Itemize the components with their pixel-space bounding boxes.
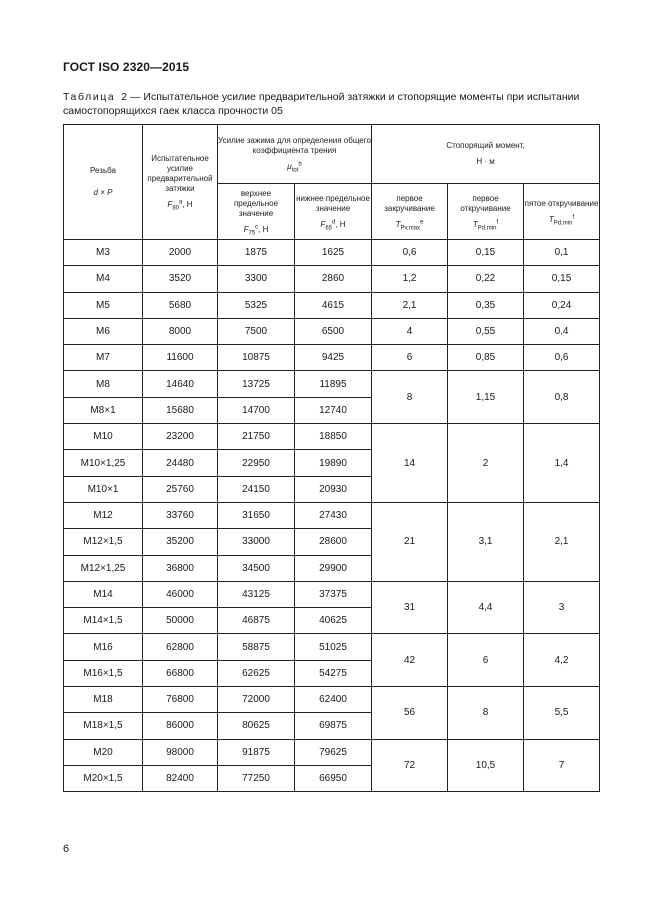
- upper-limit-cell: 21750: [218, 424, 295, 450]
- proof-load-cell: 98000: [143, 739, 218, 765]
- header-proof-load-label: Испытательное усилие предварительной затяжки: [147, 154, 213, 193]
- header-fifth-off: [524, 184, 600, 240]
- proof-load-cell: 11600: [143, 345, 218, 371]
- upper-limit-cell: 5325: [218, 292, 295, 318]
- header-fifth-off-label: пятое откручивание: [524, 198, 599, 208]
- proof-load-cell: 25760: [143, 476, 218, 502]
- upper-limit-cell: 1875: [218, 240, 295, 266]
- proof-load-cell: 35200: [143, 529, 218, 555]
- fifth-off-torque-cell: 0,15: [524, 266, 600, 292]
- proof-load-cell: 50000: [143, 608, 218, 634]
- thread-cell: М14×1,5: [64, 608, 143, 634]
- upper-limit-cell: 3300: [218, 266, 295, 292]
- lower-limit-cell: 18850: [295, 424, 372, 450]
- header-first-off-label: первое откручивание: [460, 193, 511, 213]
- header-fifth-off-symbol: T: [548, 214, 554, 224]
- header-first-off-sub: Pd,min: [477, 225, 497, 232]
- proof-load-cell: 82400: [143, 765, 218, 791]
- table-caption: [63, 90, 608, 118]
- proof-load-cell: 62800: [143, 634, 218, 660]
- thread-cell: М5: [64, 292, 143, 318]
- first-on-torque-cell: 72: [372, 739, 448, 792]
- table-row: [64, 634, 600, 660]
- proof-load-cell: 5680: [143, 292, 218, 318]
- first-off-torque-cell: 0,55: [448, 318, 524, 344]
- table-row: [64, 581, 600, 607]
- header-first-on-label: первое закручивание: [384, 193, 435, 213]
- header-proof-load-symbol: F: [167, 200, 173, 209]
- lower-limit-cell: 66950: [295, 765, 372, 791]
- first-on-torque-cell: 2,1: [372, 292, 448, 318]
- first-on-torque-cell: 21: [372, 502, 448, 581]
- upper-limit-cell: 91875: [218, 739, 295, 765]
- upper-limit-cell: 43125: [218, 581, 295, 607]
- header-upper-sup: c: [255, 223, 259, 230]
- lower-limit-cell: 6500: [295, 318, 372, 344]
- header-locking-torque-unit: Н · м: [476, 157, 495, 166]
- lower-limit-cell: 12740: [295, 397, 372, 423]
- upper-limit-cell: 72000: [218, 687, 295, 713]
- proof-load-cell: 23200: [143, 424, 218, 450]
- header-clamp-sup: b: [298, 161, 302, 168]
- header-lower-limit-label: нижнее предельное значение: [296, 193, 370, 213]
- header-clamp-force: [218, 125, 372, 184]
- first-on-torque-cell: 42: [372, 634, 448, 687]
- caption-number: 2: [121, 91, 128, 103]
- proof-load-cell: 15680: [143, 397, 218, 423]
- lower-limit-cell: 28600: [295, 529, 372, 555]
- first-off-torque-cell: 8: [448, 687, 524, 740]
- table-row: [64, 424, 600, 450]
- first-off-torque-cell: 0,22: [448, 266, 524, 292]
- header-fifth-off-sup: f: [572, 213, 575, 220]
- thread-cell: М8×1: [64, 397, 143, 423]
- header-thread-symbol: d × P: [93, 188, 113, 197]
- proof-load-cell: 24480: [143, 450, 218, 476]
- header-first-off-symbol: T: [472, 219, 478, 229]
- thread-cell: М10×1,25: [64, 450, 143, 476]
- first-off-torque-cell: 0,35: [448, 292, 524, 318]
- header-lower-sub: 65: [325, 225, 332, 232]
- lower-limit-cell: 1625: [295, 240, 372, 266]
- thread-cell: М18: [64, 687, 143, 713]
- first-off-torque-cell: 1,15: [448, 371, 524, 424]
- table-row: [64, 687, 600, 713]
- header-lower-symbol: F: [320, 219, 326, 229]
- proof-load-cell: 33760: [143, 502, 218, 528]
- lower-limit-cell: 40625: [295, 608, 372, 634]
- proof-load-cell: 2000: [143, 240, 218, 266]
- proof-load-cell: 46000: [143, 581, 218, 607]
- header-proof-load-unit: , Н: [182, 200, 193, 209]
- header-upper-limit-label: верхнее предельное значение: [233, 188, 279, 218]
- thread-cell: М12: [64, 502, 143, 528]
- upper-limit-cell: 34500: [218, 555, 295, 581]
- table-row: [64, 371, 600, 397]
- lower-limit-cell: 20930: [295, 476, 372, 502]
- header-lower-limit: [295, 184, 372, 240]
- lower-limit-cell: 54275: [295, 660, 372, 686]
- upper-limit-cell: 77250: [218, 765, 295, 791]
- upper-limit-cell: 7500: [218, 318, 295, 344]
- lower-limit-cell: 2860: [295, 266, 372, 292]
- thread-cell: М6: [64, 318, 143, 344]
- first-on-torque-cell: 14: [372, 424, 448, 503]
- first-on-torque-cell: 4: [372, 318, 448, 344]
- header-thread: [64, 125, 143, 240]
- header-upper-limit: [218, 184, 295, 240]
- table-row: [64, 739, 600, 765]
- header-proof-load: [143, 125, 218, 240]
- thread-cell: М10: [64, 424, 143, 450]
- thread-cell: М7: [64, 345, 143, 371]
- upper-limit-cell: 46875: [218, 608, 295, 634]
- first-off-torque-cell: 0,15: [448, 240, 524, 266]
- first-off-torque-cell: 10,5: [448, 739, 524, 792]
- first-off-torque-cell: 0,85: [448, 345, 524, 371]
- upper-limit-cell: 13725: [218, 371, 295, 397]
- table-row: [64, 266, 600, 292]
- fifth-off-torque-cell: 3: [524, 581, 600, 634]
- lower-limit-cell: 51025: [295, 634, 372, 660]
- caption-label: Таблица: [63, 91, 116, 103]
- proof-load-cell: 14640: [143, 371, 218, 397]
- thread-cell: М12×1,25: [64, 555, 143, 581]
- header-proof-load-sub: 80: [172, 205, 179, 212]
- lower-limit-cell: 29900: [295, 555, 372, 581]
- lower-limit-cell: 37375: [295, 581, 372, 607]
- upper-limit-cell: 22950: [218, 450, 295, 476]
- document-header: ГОСТ ISO 2320—2015: [63, 60, 190, 74]
- first-on-torque-cell: 8: [372, 371, 448, 424]
- thread-cell: М14: [64, 581, 143, 607]
- header-upper-symbol: F: [243, 224, 249, 234]
- first-on-torque-cell: 0,6: [372, 240, 448, 266]
- first-on-torque-cell: 6: [372, 345, 448, 371]
- proof-load-cell: 86000: [143, 713, 218, 739]
- lower-limit-cell: 19890: [295, 450, 372, 476]
- proof-load-cell: 66800: [143, 660, 218, 686]
- first-on-torque-cell: 56: [372, 687, 448, 740]
- page-number: 6: [63, 843, 70, 855]
- header-lower-sup: d: [332, 218, 336, 225]
- header-first-off-sup: f: [496, 218, 499, 225]
- header-first-off: [448, 184, 524, 240]
- first-off-torque-cell: 2: [448, 424, 524, 503]
- locking-torque-table: [63, 124, 600, 792]
- upper-limit-cell: 33000: [218, 529, 295, 555]
- upper-limit-cell: 80625: [218, 713, 295, 739]
- thread-cell: М16×1,5: [64, 660, 143, 686]
- first-off-torque-cell: 3,1: [448, 502, 524, 581]
- fifth-off-torque-cell: 4,2: [524, 634, 600, 687]
- upper-limit-cell: 24150: [218, 476, 295, 502]
- header-fifth-off-sub: Pd,min: [553, 220, 573, 227]
- upper-limit-cell: 14700: [218, 397, 295, 423]
- header-upper-unit: , Н: [258, 224, 269, 234]
- proof-load-cell: 8000: [143, 318, 218, 344]
- proof-load-cell: 36800: [143, 555, 218, 581]
- thread-cell: М20×1,5: [64, 765, 143, 791]
- first-off-torque-cell: 4,4: [448, 581, 524, 634]
- thread-cell: М8: [64, 371, 143, 397]
- thread-cell: М10×1: [64, 476, 143, 502]
- header-clamp-symbol: μ: [287, 162, 292, 171]
- thread-cell: М16: [64, 634, 143, 660]
- fifth-off-torque-cell: 0,24: [524, 292, 600, 318]
- lower-limit-cell: 79625: [295, 739, 372, 765]
- lower-limit-cell: 62400: [295, 687, 372, 713]
- first-off-torque-cell: 6: [448, 634, 524, 687]
- header-first-on-symbol: T: [395, 219, 401, 229]
- table-row: [64, 292, 600, 318]
- header-locking-torque: [372, 125, 600, 184]
- upper-limit-cell: 62625: [218, 660, 295, 686]
- first-on-torque-cell: 1,2: [372, 266, 448, 292]
- table-body: [64, 240, 600, 792]
- header-locking-torque-label: Стопорящий момент,: [446, 141, 525, 150]
- thread-cell: М18×1,5: [64, 713, 143, 739]
- proof-load-cell: 3520: [143, 266, 218, 292]
- table-row: [64, 345, 600, 371]
- header-upper-sub: 75: [248, 230, 256, 237]
- header-proof-load-sup: a: [179, 199, 183, 206]
- header-first-on-sup: e: [420, 218, 424, 225]
- table-row: [64, 502, 600, 528]
- header-clamp-sub: tot: [291, 167, 299, 174]
- proof-load-cell: 76800: [143, 687, 218, 713]
- header-first-on: [372, 184, 448, 240]
- table-row: [64, 318, 600, 344]
- fifth-off-torque-cell: 0,4: [524, 318, 600, 344]
- lower-limit-cell: 69875: [295, 713, 372, 739]
- fifth-off-torque-cell: 5,5: [524, 687, 600, 740]
- caption-text: — Испытательное усилие предварительной затяжки и стопорящие моменты при испытании самостопорящихся гаек класса прочности 05: [63, 91, 580, 117]
- upper-limit-cell: 10875: [218, 345, 295, 371]
- upper-limit-cell: 58875: [218, 634, 295, 660]
- fifth-off-torque-cell: 1,4: [524, 424, 600, 503]
- thread-cell: М4: [64, 266, 143, 292]
- lower-limit-cell: 11895: [295, 371, 372, 397]
- table-row: [64, 240, 600, 266]
- fifth-off-torque-cell: 7: [524, 739, 600, 792]
- upper-limit-cell: 31650: [218, 502, 295, 528]
- thread-cell: М12×1,5: [64, 529, 143, 555]
- header-thread-label: Резьба: [90, 166, 116, 175]
- header-first-on-sub: Pv,max: [400, 225, 421, 232]
- header-clamp-force-label: Усилие зажима для определения общего коэффициента трения: [218, 136, 371, 155]
- first-on-torque-cell: 31: [372, 581, 448, 634]
- header-lower-unit: , Н: [335, 219, 346, 229]
- fifth-off-torque-cell: 0,1: [524, 240, 600, 266]
- fifth-off-torque-cell: 0,8: [524, 371, 600, 424]
- thread-cell: М3: [64, 240, 143, 266]
- lower-limit-cell: 9425: [295, 345, 372, 371]
- lower-limit-cell: 4615: [295, 292, 372, 318]
- lower-limit-cell: 27430: [295, 502, 372, 528]
- fifth-off-torque-cell: 2,1: [524, 502, 600, 581]
- thread-cell: М20: [64, 739, 143, 765]
- fifth-off-torque-cell: 0,6: [524, 345, 600, 371]
